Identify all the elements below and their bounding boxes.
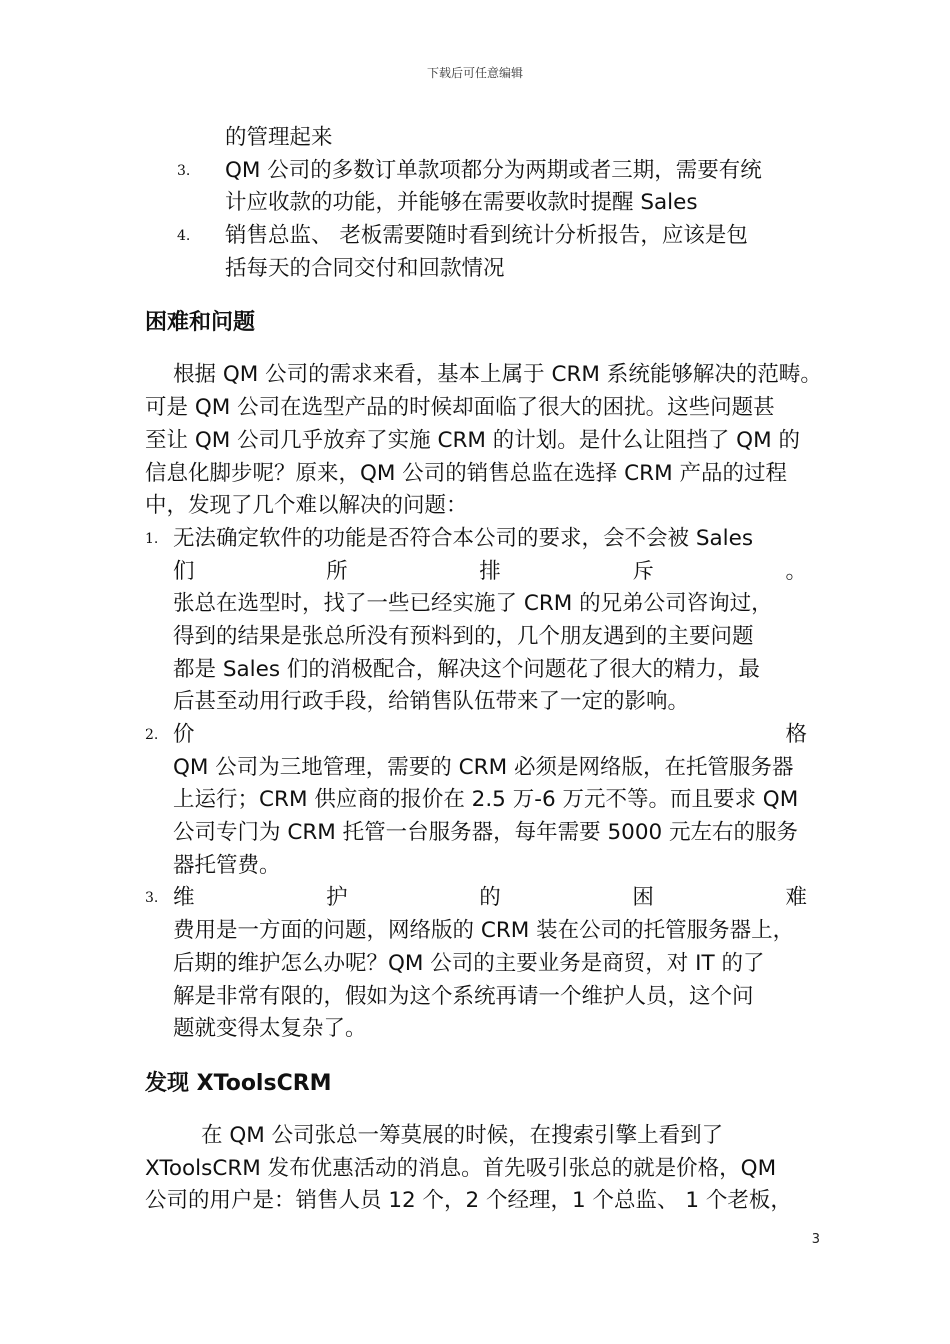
spread-char: 困 xyxy=(632,885,654,911)
section-heading: 发现 XToolsCRM xyxy=(145,1070,332,1096)
list-line: 张总在选型时，找了一些已经实施了 CRM 的兄弟公司咨询过， xyxy=(173,591,773,617)
paragraph-line: 信息化脚步呢？原来，QM 公司的销售总监在选择 CRM 产品的过程 xyxy=(145,460,787,486)
list-line: 上运行；CRM 供应商的报价在 2.5 万-6 万元不等。而且要求 QM xyxy=(173,787,799,813)
list-line: 销售总监、 老板需要随时看到统计分析报告，应该是包 xyxy=(225,223,748,249)
spread-char: 护 xyxy=(326,885,348,911)
page-header: 下载后可任意编辑 xyxy=(426,66,523,80)
list-line: 费用是一方面的问题，网络版的 CRM 装在公司的托管服务器上， xyxy=(173,918,795,944)
spread-char: 所 xyxy=(326,558,348,584)
spread-char: 难 xyxy=(785,885,807,911)
document-body xyxy=(145,122,822,1218)
list-line: 题就变得太复杂了。 xyxy=(173,1016,367,1042)
list-item xyxy=(145,719,807,882)
list-item xyxy=(145,220,807,285)
page-number: 3 xyxy=(811,1232,820,1247)
spread-char: 价 xyxy=(173,722,195,747)
paragraph-line: 根据 QM 公司的需求来看，基本上属于 CRM 系统能够解决的范畴。 xyxy=(173,362,822,388)
paragraph-line: XToolsCRM 发布优惠活动的消息。首先吸引张总的就是价格，QM xyxy=(145,1155,777,1181)
spread-char: 格 xyxy=(785,722,807,747)
list-number: 4. xyxy=(177,228,191,245)
list-number: 3. xyxy=(145,890,159,907)
list-number: 2. xyxy=(145,727,159,743)
list-number: 3. xyxy=(177,162,191,179)
paragraph-line: 公司的用户是：销售人员 12 个，2 个经理，1 个总监、 1 个老板， xyxy=(145,1188,792,1214)
spread-char: 斥 xyxy=(632,558,654,584)
list-line: 括每天的合同交付和回款情况 xyxy=(225,255,505,281)
spread-char: 。 xyxy=(785,558,807,584)
list-line: 的管理起来 xyxy=(225,125,333,150)
spread-char: 维 xyxy=(173,885,195,911)
paragraph xyxy=(145,1120,807,1218)
paragraph-line: 可是 QM 公司在选型产品的时候却面临了很大的困扰。这些问题甚 xyxy=(145,395,775,421)
section-heading: 困难和问题 xyxy=(145,310,256,336)
list-line: 公司专门为 CRM 托管一台服务器，每年需要 5000 元左右的服务 xyxy=(173,820,799,846)
list-line: 无法确定软件的功能是否符合本公司的要求，会不会被 Sales xyxy=(173,525,754,551)
list-line: 解是非常有限的，假如为这个系统再请一个维护人员，这个问 xyxy=(173,983,754,1009)
spread-line xyxy=(173,556,807,589)
list-line: 都是 Sales 们的消极配合，解决这个问题花了很大的精力，最 xyxy=(173,656,760,682)
paragraph-line: 在 QM 公司张总一筹莫展的时候，在搜索引擎上看到了 xyxy=(201,1122,724,1148)
spread-line xyxy=(173,719,807,752)
paragraph-line: 中，发现了几个难以解决的问题： xyxy=(145,493,468,519)
list-line: 后甚至动用行政手段，给销售队伍带来了一定的影响。 xyxy=(173,689,690,715)
spread-char: 们 xyxy=(173,558,195,584)
spread-char: 排 xyxy=(479,558,501,584)
list-line: 得到的结果是张总所没有预料到的，几个朋友遇到的主要问题 xyxy=(173,623,754,649)
list-item-continuation xyxy=(145,122,807,155)
list-item xyxy=(145,155,807,220)
spread-line xyxy=(173,882,807,915)
spread-char: 的 xyxy=(479,885,501,911)
list-line: 器托管费。 xyxy=(173,852,281,878)
list-number: 1. xyxy=(145,530,159,547)
list-line: QM 公司的多数订单款项都分为两期或者三期，需要有统 xyxy=(225,157,762,183)
paragraph-line: 至让 QM 公司几乎放弃了实施 CRM 的计划。是什么让阻挡了 QM 的 xyxy=(145,427,800,453)
list-item xyxy=(145,523,807,719)
list-line: 后期的维护怎么办呢？QM 公司的主要业务是商贸，对 IT 的了 xyxy=(173,950,765,976)
list-item xyxy=(145,882,807,1045)
list-line: 计应收款的功能，并能够在需要收款时提醒 Sales xyxy=(225,190,698,216)
list-line: QM 公司为三地管理，需要的 CRM 必须是网络版，在托管服务器 xyxy=(173,754,794,780)
paragraph xyxy=(145,359,822,522)
